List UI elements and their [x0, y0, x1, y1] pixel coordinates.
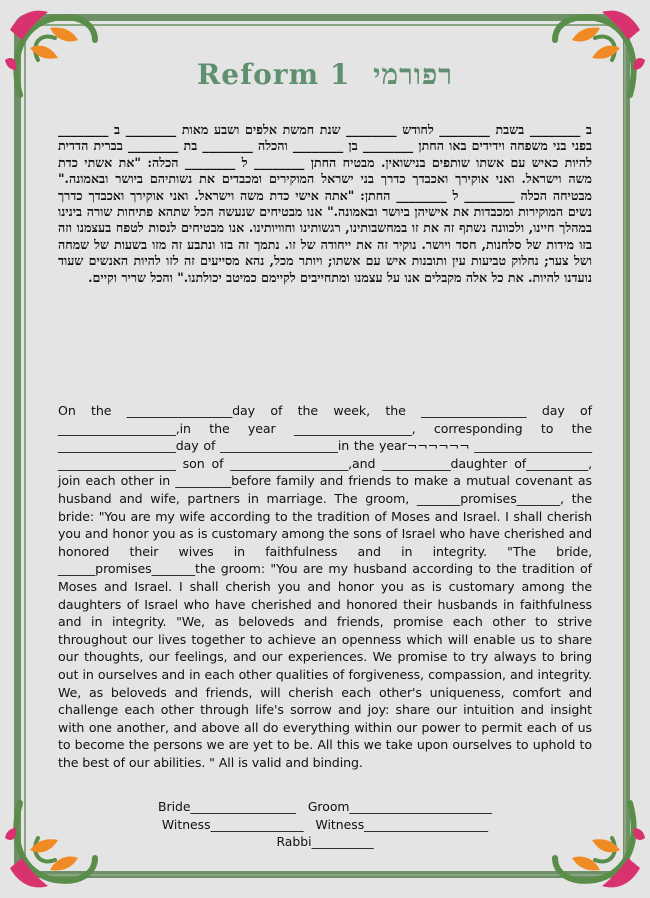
hebrew-text-block — [58, 122, 592, 286]
bride-signature-line: Bride_________________ — [158, 799, 296, 814]
corner-ornament-top-left — [0, 0, 110, 110]
witness-signature-line-1: Witness_______________ — [161, 817, 304, 832]
signature-row-couple — [0, 799, 650, 814]
rabbi-signature-line: Rabbi__________ — [276, 834, 374, 849]
page-title — [0, 58, 650, 92]
title-english: Reform 1 — [196, 58, 351, 91]
signature-row-witnesses — [0, 817, 650, 832]
title-hebrew: רפורמי — [373, 58, 453, 91]
hebrew-paragraph: ב ________ בשבת ________ לחודש ________ שנת חמשת אלפים ושבע מאות ________ ב ________ בפני בני משפחה וידידים באו החתן ________ בן ________ והכלה ________ בת ________ בברית הדדית להיות כאיש עם אשתו שותפים בנישואין. מבטיח החתן ________ ל ________ הכלה: "את אשתי כדת משה וישראל. ואני אוקירך ואכבדך כדרך בני ישראל המוקירים ומכבדים את נשותיהם ביושר ובאמונה." מבטיחה הכלה ________ ל ________ החתן: "אתה אישי כדת משה וישראל. ואני אוקירך ואכבדך כדרך נשים המוקירות ומכבדות את אישיהן ביושר ובאמונה." אנו מבטיחים שנעשה הכל שתהא פתיחות שורה בינינו במהלך חיינו, ולכוונה נשתף זה את זו במחשבותינו, רגשותינו וחוויותינו. אנו מבטיחים לנסות לטפח בעצמנו וזה בזו מידות של סלחנות, חסד ויושר. נוקיר זה את ייחודה של זו. נתמך זה בזו ונתבע זה מזו בשעות של שמחה ושל צער; נחלוק טביעות עין ותובנות איש עם אשתו; ויותר מכל, נהא מסייעים זה לזו להיות האנשים שעוד נועדנו להיות. את כל אלה מקבלים אנו על עצמנו ומתחייבים לקיימם כמיטב יכולתנו." והכל שריר וקיים. — [58, 122, 592, 285]
english-text-block — [58, 402, 592, 771]
corner-ornament-top-right — [540, 0, 650, 110]
english-paragraph: On the _________________day of the week, the _________________ day of ___________________,in the year ___________________, corresponding to the ___________________day of ___________________in the year¬¬¬¬¬¬ ___________________ ___________________ son of ___________________,and ___________daughter of__________, join each other in _________before family and friends to make a mutual covenant as husband and wife, partners in marriage. The groom, _______promises_______, the bride: "You are my wife according to the tradition of Moses and Israel. I shall cherish you and honor you as is customary among the sons of Israel who have cherished and honored their wives in faithfulness and in integrity. "The bride, ______promises_______the groom: "You are my husband according to the tradition of Moses and Israel. I shall cherish you and honor you as is customary among the daughters of Israel who have cherished and honored their husbands in faithfulness and in integrity. "We, as beloveds and friends, promise each other to strive throughout our lives together to achieve an openness which will enable us to share our thoughts, our feelings, and our experiences. We promise to try always to bring out in ourselves and in each other qualities of forgiveness, compassion, and integrity. We, as beloveds and friends, will cherish each other's uniqueness, comfort and challenge each other through life's sorrow and joy: share our intuition and insight with one another, and above all do everything within our power to permit each of us to become the persons we are yet to be. All this we take upon ourselves to uphold to the best of our abilities. " All is valid and binding. — [58, 403, 592, 770]
groom-signature-line: Groom_______________________ — [307, 799, 492, 814]
witness-signature-line-2: Witness____________________ — [315, 817, 489, 832]
signature-row-rabbi — [0, 834, 650, 849]
